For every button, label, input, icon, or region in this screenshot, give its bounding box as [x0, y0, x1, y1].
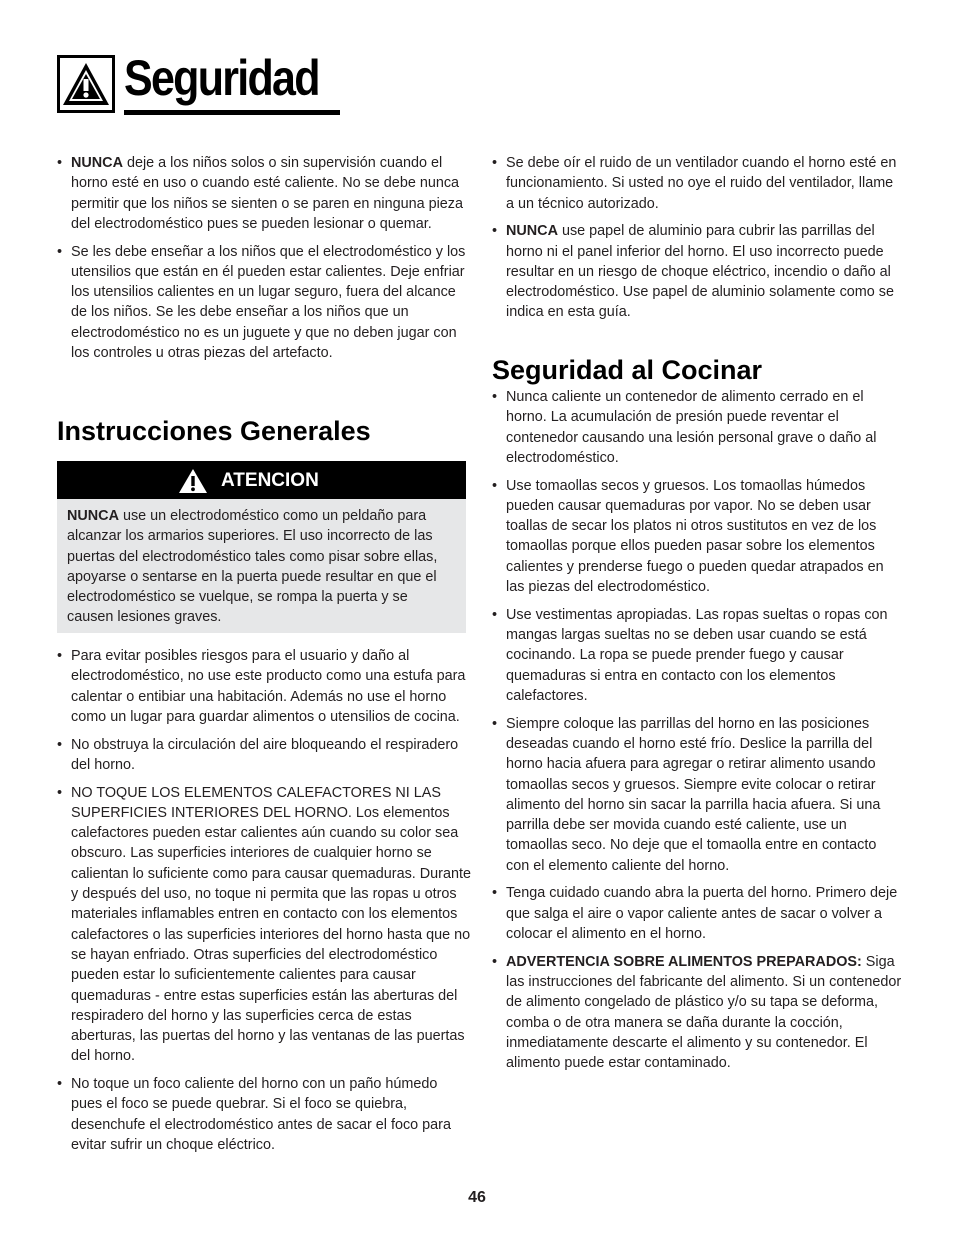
list-item: [492, 153, 902, 214]
list-item: [492, 952, 902, 1074]
list-item-emphasis: NUNCA: [506, 223, 558, 240]
list-item-text: Use tomaollas secos y gruesos. Los tomaollas húmedos pueden causar quemaduras por vapor. No se deben usar toallas de secar los platos ni otros sustitutos en vez de los tomaollas porque ellos pueden pasar sobre los elementos calientes y prenderse fuego o pueden quedar atrapados en las piezas del electrodoméstico.: [506, 477, 884, 596]
list-item: [57, 1074, 472, 1155]
list-item-text: Use vestimentas apropiadas. Las ropas sueltas o ropas con mangas largas sueltas no se deben usar cuando se está cocinando. La ropa se puede prender fuego y causar quemaduras si entra en contacto con los elementos calefactores.: [506, 606, 888, 704]
right-intro-list: [492, 153, 902, 330]
list-item: [57, 783, 472, 1067]
warning-triangle-icon: [178, 468, 208, 494]
list-item-emphasis: NUNCA: [71, 155, 123, 171]
cooking-safety-list: [492, 387, 902, 1081]
list-item-emphasis: ADVERTENCIA SOBRE ALIMENTOS PREPARADOS:: [506, 953, 862, 970]
list-item: [492, 714, 902, 876]
left-intro-list: [57, 153, 472, 371]
list-item: [492, 605, 902, 706]
warning-header: [57, 461, 466, 499]
list-item-text: Tenga cuidado cuando abra la puerta del horno. Primero deje que salga el aire o vapor caliente antes de sacar o volver a colocar el alimento en el horno.: [506, 885, 898, 942]
list-item: [57, 153, 472, 234]
list-item: [57, 735, 472, 776]
list-item: [492, 476, 902, 598]
page-title: Seguridad: [124, 50, 319, 106]
list-item-text: No toque un foco caliente del horno con un paño húmedo pues el foco se puede quebrar. Si el foco se quiebra, desenchufe el electrodoméstico antes de sacar el foco para evitar sufrir un choque eléctrico.: [71, 1076, 451, 1153]
list-item-text: No obstruya la circulación del aire bloqueando el respiradero del horno.: [71, 736, 459, 773]
warning-label: ATENCION: [221, 470, 319, 491]
list-item-text: deje a los niños solos o sin supervisión cuando el horno esté en uso o cuando esté caliente. No se debe nunca permitir que los niños se sienten o se paren en ninguna pieza del electrodoméstico pues se pueden lesionar o quemar.: [71, 155, 463, 232]
list-item-text: Nunca caliente un contenedor de alimento cerrado en el horno. La acumulación de presión puede reventar el contenedor causando una lesión personal grave o daño al electrodoméstico.: [506, 389, 877, 466]
page-header: [57, 50, 319, 117]
list-item: [492, 387, 902, 468]
section-title-general: Instrucciones Generales: [57, 416, 371, 446]
list-item: [57, 242, 472, 364]
list-item-text: Siga las instrucciones del fabricante del alimento. Si un contenedor de alimento congelado de plástico y/o su tapa se deforma, comba o de otra manera se daña durante la cocción, inmediatamente descarte el alimento y su contenedor. El alimento puede estar contaminado.: [506, 953, 902, 1072]
general-instructions-list: [57, 646, 472, 1163]
list-item-text: Se les debe enseñar a los niños que el electrodoméstico y los utensilios que están en él pueden estar calientes. Deje enfriar los utensilios calientes en un lugar seguro, fuera del alcance de los niños. Se les debe enseñar a los niños que un electrodoméstico no es un juguete y que no deben jugar con los controles u otras piezas del artefacto.: [71, 243, 466, 362]
section-title-cooking: Seguridad al Cocinar: [492, 355, 763, 385]
list-item-text: Siempre coloque las parrillas del horno en las posiciones deseadas cuando el horno esté frío. Deslice la parrilla del horno hacia afuera para agregar o retirar alimento usando tomaollas secos y gruesos. Siempre evite colocar o retirar alimento del horno sin sacar la parrilla hacia afuera. Si una parrilla debe ser movida cuando esté caliente, use un tomaollas seco. No deje que el tomaolla entre en contacto con el elemento caliente del horno.: [506, 715, 881, 874]
warning-box: [57, 461, 466, 633]
list-item-text: NO TOQUE LOS ELEMENTOS CALEFACTORES NI LAS SUPERFICIES INTERIORES DEL HORNO. Los elementos calefactores pueden estar calientes aún cuando su color sea obscuro. Las superficies interiores de cualquier horno se calientan lo suficiente como para causar quemaduras. Durante y después del uso, no toque ni permita que las ropas u otros materiales inflamables entren en contacto con los elementos calefactores o las superficies interiores del horno hasta que no se hayan enfriado. Otras superficies del electrodoméstico pueden estar lo suficientemente calientes para causar quemaduras - entre estas superficies están las aberturas del respiradero del horno y las superficies cerca de estas aberturas, las puertas del horno y las ventanas de las puertas del horno.: [71, 784, 471, 1065]
page-number: 46: [468, 1189, 486, 1206]
list-item-text: use papel de aluminio para cubrir las parrillas del horno ni el panel inferior del horno. El uso incorrecto puede resultar en un riesgo de choque eléctrico, incendio o daño al electrodoméstico. Use papel de aluminio solamente como se indica en esta guía.: [506, 223, 894, 321]
list-item: [492, 883, 902, 944]
warning-text: NUNCA use un electrodoméstico como un peldaño para alcanzar los armarios superiores. El uso incorrecto de las puertas del electrodoméstico tales como pisar sobre ellas, apoyarse o sentarse en la puerta puede resultar en que el electrodoméstico se vuelque, se rompa la puerta y se causen lesiones graves.: [67, 508, 438, 626]
warning-triangle-icon: [57, 55, 115, 113]
title-underline: [124, 110, 340, 115]
list-item-text: Para evitar posibles riesgos para el usuario y daño al electrodoméstico, no use este producto como una estufa para calentar o entibiar una habitación. Además no use el horno como un lugar para guardar alimentos o utensilios de cocina.: [71, 648, 466, 725]
list-item: [492, 221, 902, 322]
list-item: [57, 646, 472, 727]
list-item-text: Se debe oír el ruido de un ventilador cuando el horno esté en funcionamiento. Si usted no oye el ruido del ventilador, llame a un técnico autorizado.: [506, 155, 897, 212]
